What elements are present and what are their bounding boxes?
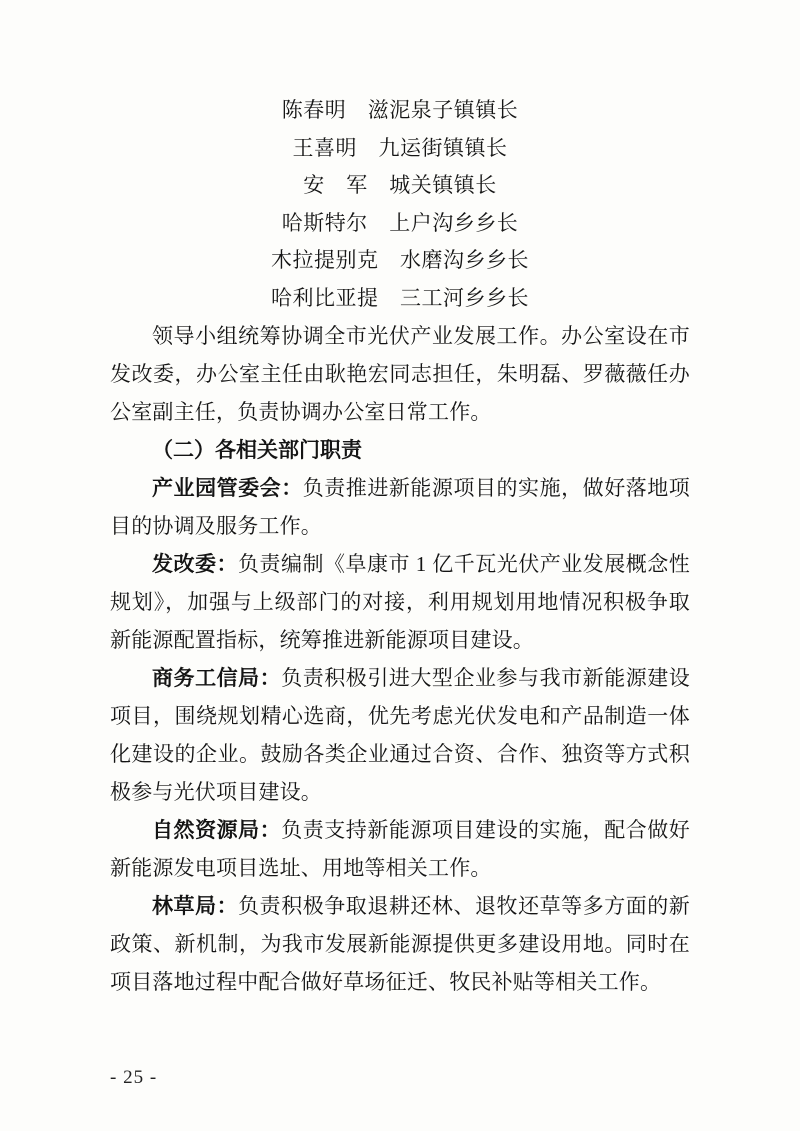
name-list [110,92,690,317]
duty-lead-label: 商务工信局： [152,666,282,690]
duty-body-text: 负责支持新能源项目建设的实施，配合做好新能源发电项目选址、用地等相关工作。 [110,818,690,880]
name-list-item: 安 军 城关镇镇长 [303,173,497,197]
duty-development-reform [110,545,690,659]
name-list-item: 哈斯特尔 上户沟乡乡长 [281,210,519,235]
duty-lead-label: 自然资源局： [152,818,282,842]
duty-body-text: 负责推进新能源项目的实施，做好落地项目的协调及服务工作。 [110,476,690,538]
name-list-item: 陈春明 滋泥泉子镇镇长 [281,98,519,122]
leading-group-paragraph: 领导小组统筹协调全市光伏产业发展工作。办公室设在市发改委，办公室主任由耿艳宏同志担任，朱明磊、罗薇薇任办公室副主任，负责协调办公室日常工作。 [110,324,690,424]
duty-lead-label: 产业园管委会： [152,476,303,500]
duty-lead-label: 发改委： [152,552,239,576]
duty-body-text: 负责积极引进大型企业参与我市新能源建设项目，围绕规划精心选商，优先考虑光伏发电和产品制造一体化建设的企业。鼓励各类企业通过合资、合作、独资等方式积极参与光伏项目建设。 [110,666,690,804]
name-list-item: 木拉提别克 水磨沟乡乡长 [271,248,529,272]
duty-industrial-park [110,469,690,545]
duty-natural-resources [110,811,690,887]
name-list-item: 王喜明 九运街镇镇长 [292,135,508,160]
duty-lead-label: 林草局： [152,894,239,918]
duty-commerce-industry-info [110,659,690,811]
section-heading: （二）各相关部门职责 [152,438,362,462]
name-list-item: 哈利比亚提 三工河乡乡长 [271,285,529,310]
duty-body-text: 负责积极争取退耕还林、退牧还草等多方面的新政策、新机制，为我市发展新能源提供更多建设用地。同时在项目落地过程中配合做好草场征迁、牧民补贴等相关工作。 [110,894,690,994]
duty-body-text: 负责编制《阜康市 1 亿千瓦光伏产业发展概念性规划》，加强与上级部门的对接，利用规划用地情况积极争取新能源配置指标，统筹推进新能源项目建设。 [110,552,690,652]
page-content [110,92,690,1001]
page-number: - 25 - [110,1067,158,1088]
duty-forestry-grassland [110,887,690,1001]
